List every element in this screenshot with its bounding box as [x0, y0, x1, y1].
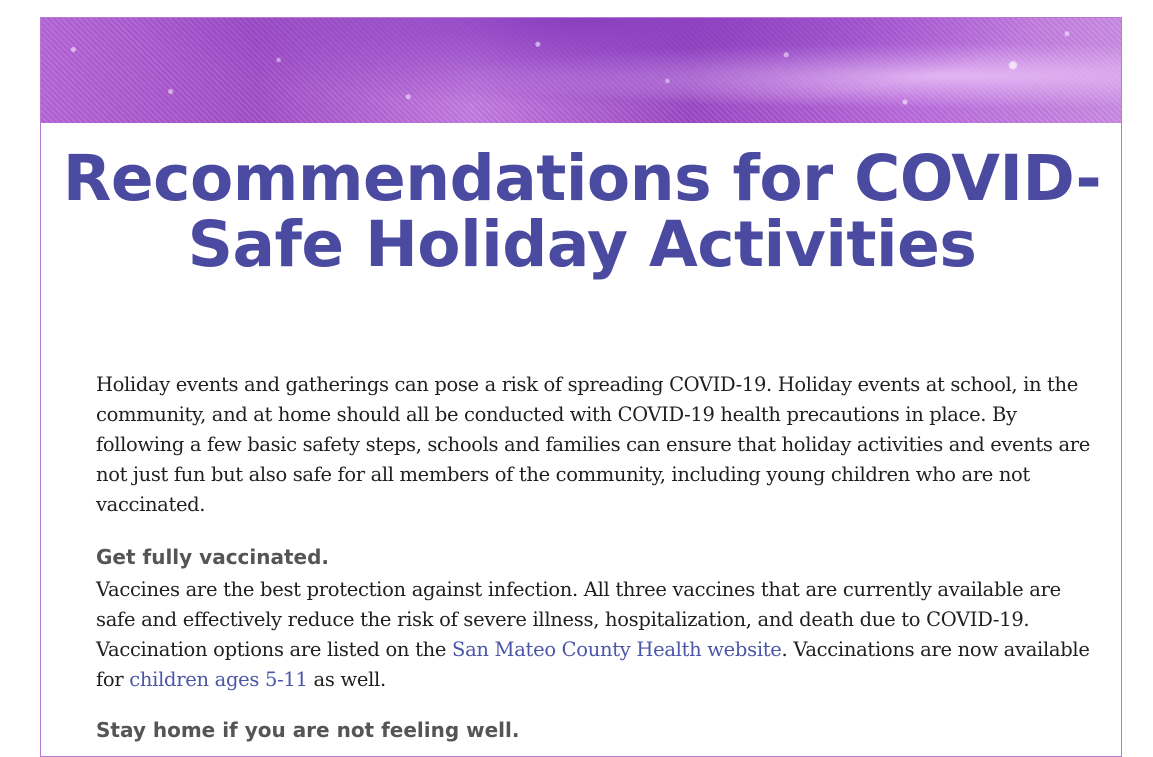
vaccination-text-part3: as well.: [307, 668, 386, 691]
section-heading-vaccinated: Get fully vaccinated.: [96, 545, 330, 569]
vaccination-paragraph: [96, 575, 1096, 695]
page-title: Recommendations for COVID-Safe Holiday Activities: [62, 142, 1102, 281]
county-health-website-link[interactable]: San Mateo County Health website: [452, 638, 782, 661]
intro-paragraph: Holiday events and gatherings can pose a risk of spreading COVID-19. Holiday events at school, in the community, and at home should all be conducted with COVID-19 health precautions in place. By following a few basic safety steps, schools and families can ensure that holiday activities and events are not just fun but also safe for all members of the community, including young children who are not vaccinated.: [96, 373, 1090, 516]
vaccination-text-part1: Vaccines are the best protection against infection. All three vaccines that are currently available are safe and effectively reduce the risk of severe illness, hospitalization, and death due to COVID-19. Vaccination options are listed on the: [96, 578, 1061, 661]
children-5-11-link[interactable]: children ages 5-11: [129, 668, 308, 691]
section-heading-stay-home: Stay home if you are not feeling well.: [96, 718, 520, 742]
glitter-banner: [41, 18, 1121, 123]
vaccination-text-part2: . Vaccinations are now available for: [96, 638, 1090, 691]
document-body: [96, 370, 1096, 748]
document-page: [40, 17, 1122, 757]
